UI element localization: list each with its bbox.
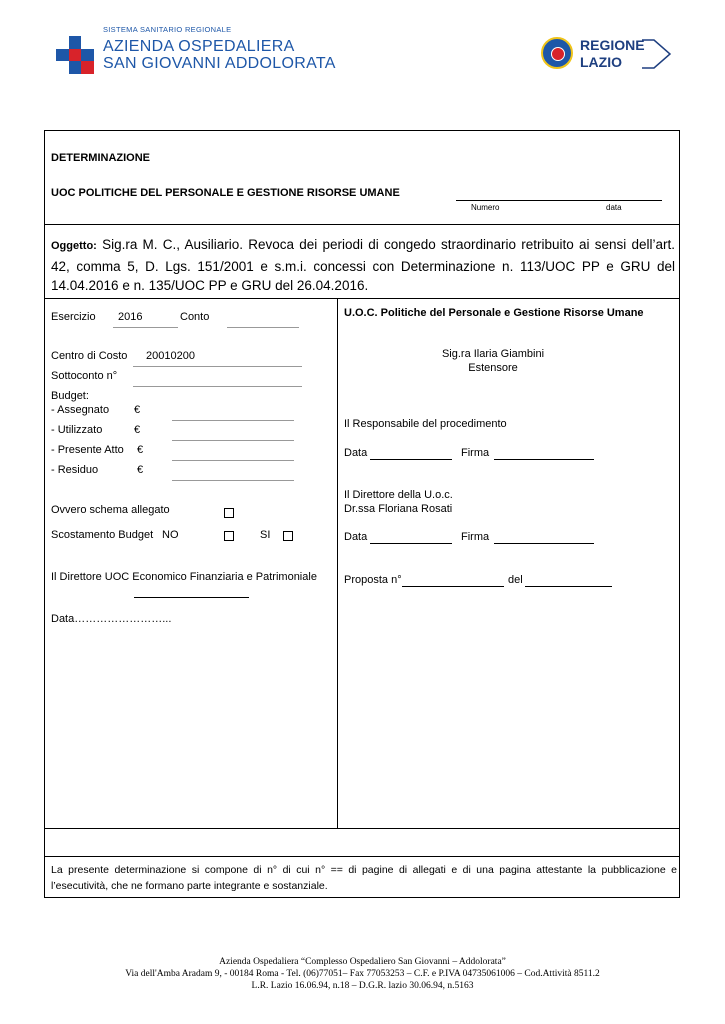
residuo-line — [172, 480, 294, 481]
direttore-name: Dr.ssa Floriana Rosati — [344, 503, 453, 515]
doc-type: DETERMINAZIONE — [51, 152, 150, 164]
data-dots: Data……………………... — [51, 613, 172, 625]
region-name-line1: REGIONE — [580, 37, 645, 53]
centro-costo-line — [133, 366, 302, 367]
schema-allegato-label: Ovvero schema allegato — [51, 504, 170, 516]
presente-atto-label: - Presente Atto — [51, 444, 124, 456]
estensore-role: Estensore — [468, 362, 518, 374]
cross-icon-accent — [81, 61, 94, 74]
divider — [44, 828, 680, 829]
data-line-1 — [370, 459, 452, 460]
divider — [44, 298, 680, 299]
composition-note: La presente determinazione si compone di n° di cui n° == di pagine di allegati e di una pagina attestante la pubblicazione e l’esecutività, che ne formano parte integrante e sostanziale. — [51, 864, 677, 892]
system-label: SISTEMA SANITARIO REGIONALE — [103, 25, 232, 34]
conto-label: Conto — [180, 311, 210, 323]
presente-atto-line — [172, 460, 294, 461]
right-title: U.O.C. Politiche del Personale e Gestione Risorse Umane — [344, 307, 644, 319]
euro-symbol: € — [137, 464, 144, 476]
divider — [44, 856, 680, 857]
sottoconto-line — [133, 386, 302, 387]
footer-line2: Via dell'Amba Aradam 9, - 00184 Roma - Tel. (06)77051– Fax 77053253 – C.F. e P.IVA 04735061006 – Cod.Attività 8511.2 — [125, 969, 600, 979]
esercizio-label: Esercizio — [51, 311, 96, 323]
esercizio-value: 2016 — [118, 311, 143, 323]
responsabile-label: Il Responsabile del procedimento — [344, 418, 507, 430]
direttore-uoc-label: Il Direttore UOC Economico Finanziaria e Patrimoniale — [51, 571, 317, 583]
oggetto-block — [51, 235, 675, 296]
proposta-line — [402, 586, 504, 587]
del-line — [525, 586, 612, 587]
divider — [44, 224, 680, 225]
utilizzato-label: - Utilizzato — [51, 424, 103, 436]
region-name-line2: LAZIO — [580, 54, 622, 70]
data-label: data — [606, 203, 622, 212]
oggetto-label: Oggetto: — [51, 240, 97, 252]
euro-symbol: € — [134, 404, 141, 416]
proposta-label: Proposta n° — [344, 574, 402, 586]
org-name-line1: AZIENDA OSPEDALIERA — [103, 38, 295, 55]
firma-label-2: Firma — [461, 531, 490, 543]
utilizzato-line — [172, 440, 294, 441]
sottoconto-label: Sottoconto n° — [51, 370, 118, 382]
centro-costo-label: Centro di Costo — [51, 350, 128, 362]
firma-line-1 — [494, 459, 594, 460]
firma-line-2 — [494, 543, 594, 544]
firma-label-1: Firma — [461, 447, 490, 459]
data-label-2: Data — [344, 531, 368, 543]
no-label: NO — [162, 529, 179, 541]
cross-icon-center — [69, 49, 81, 61]
esercizio-line — [113, 327, 178, 328]
region-emblem-icon — [541, 37, 573, 69]
data-label-1: Data — [344, 447, 368, 459]
numero-label: Numero — [471, 203, 500, 212]
footer-line1: Azienda Ospedaliera “Complesso Ospedaliero San Giovanni – Addolorata” — [219, 957, 506, 967]
euro-symbol: € — [134, 424, 141, 436]
direttore-uoc-signature-line — [134, 597, 249, 598]
assegnato-line — [172, 420, 294, 421]
oggetto-text: Sig.ra M. C., Ausiliario. Revoca dei periodi di congedo straordinario retribuito ai sensi dell’art. 42, comma 5, D. Lgs. 151/2001 e s.m.i. concessi con Determinazione n. 113/UOC PP e GRU del 14.04.2016 e n. 135/UOC PP e GRU del 26.04.2016. — [51, 237, 675, 293]
scostamento-si-checkbox[interactable] — [283, 531, 293, 541]
data-line-2 — [370, 543, 452, 544]
assegnato-label: - Assegnato — [51, 404, 110, 416]
del-label: del — [508, 574, 523, 586]
region-chevron-icon — [640, 38, 674, 70]
centro-costo-value: 20010200 — [146, 350, 195, 362]
scostamento-label: Scostamento Budget — [51, 529, 154, 541]
conto-line — [227, 327, 299, 328]
scostamento-no-checkbox[interactable] — [224, 531, 234, 541]
org-name-line2: SAN GIOVANNI ADDOLORATA — [103, 55, 336, 72]
numero-data-line — [456, 200, 662, 201]
column-divider — [337, 298, 338, 828]
unit-title: UOC POLITICHE DEL PERSONALE E GESTIONE RISORSE UMANE — [51, 187, 400, 199]
residuo-label: - Residuo — [51, 464, 99, 476]
budget-label: Budget: — [51, 390, 89, 402]
si-label: SI — [260, 529, 271, 541]
euro-symbol: € — [137, 444, 144, 456]
schema-allegato-checkbox[interactable] — [224, 508, 234, 518]
estensore-name: Sig.ra Ilaria Giambini — [441, 348, 545, 360]
direttore-uoc-title: Il Direttore della U.o.c. — [344, 489, 453, 501]
footer-line3: L.R. Lazio 16.06.94, n.18 – D.G.R. lazio 30.06.94, n.5163 — [251, 981, 474, 991]
